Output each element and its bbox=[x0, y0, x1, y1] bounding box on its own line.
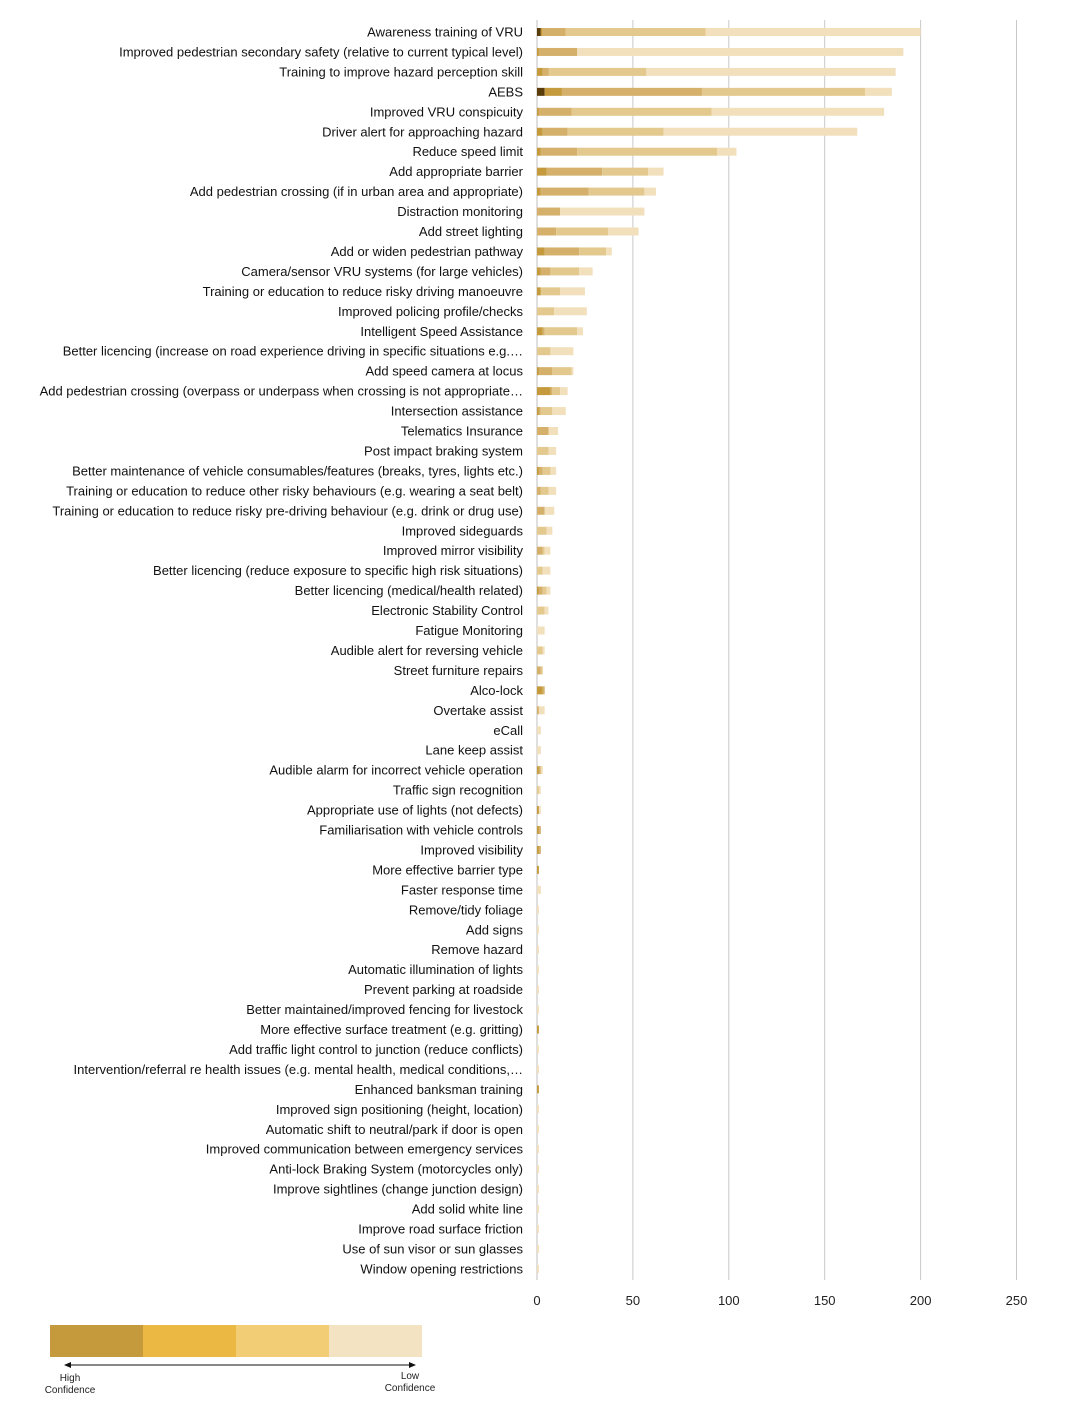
bar-segment bbox=[543, 467, 551, 475]
category-label: Post impact braking system bbox=[364, 443, 523, 459]
bar-segment bbox=[554, 307, 587, 315]
bar-segment bbox=[537, 686, 543, 694]
bar-segment bbox=[547, 527, 553, 535]
category-label: Add traffic light control to junction (reduce conflicts) bbox=[229, 1041, 523, 1057]
category-label: Alco-lock bbox=[470, 682, 523, 698]
bar-segment bbox=[537, 1245, 539, 1253]
bar-segment bbox=[648, 168, 663, 176]
category-label: Improved mirror visibility bbox=[382, 543, 523, 559]
bar-segment bbox=[644, 188, 656, 196]
bar-segment bbox=[550, 467, 556, 475]
bar-segment bbox=[537, 347, 550, 355]
bar-segment bbox=[562, 88, 702, 96]
category-label: Overtake assist bbox=[433, 702, 523, 718]
bar-segment bbox=[539, 367, 552, 375]
bar-segment bbox=[552, 387, 560, 395]
bar-segment bbox=[539, 108, 572, 116]
category-label: Window opening restrictions bbox=[360, 1261, 523, 1277]
bar-segment bbox=[549, 68, 647, 76]
bar-segment bbox=[541, 267, 551, 275]
bar-segment bbox=[537, 168, 547, 176]
bar-segment bbox=[539, 846, 541, 854]
bar-segment bbox=[543, 567, 551, 575]
bar-segment bbox=[537, 307, 554, 315]
bar-segment bbox=[537, 607, 545, 615]
x-tick-label: 150 bbox=[813, 1293, 836, 1308]
bar-segment bbox=[539, 806, 541, 814]
bar-segment bbox=[537, 367, 539, 375]
bar-segment bbox=[541, 666, 543, 674]
bar-segment bbox=[545, 547, 551, 555]
bar-segment bbox=[545, 88, 562, 96]
bar-segment bbox=[537, 746, 541, 754]
bar-segment bbox=[537, 866, 539, 874]
bar-segment bbox=[537, 1185, 539, 1193]
category-label: Intelligent Speed Assistance bbox=[360, 323, 523, 339]
bar-segment bbox=[560, 387, 568, 395]
category-labels bbox=[40, 25, 524, 1277]
bar-segment bbox=[549, 427, 559, 435]
bar-segment bbox=[606, 247, 612, 255]
bar-segment bbox=[579, 247, 606, 255]
category-label: Better licencing (increase on road experience driving in specific situations e.g.… bbox=[62, 343, 523, 359]
bar-segment bbox=[537, 966, 539, 974]
category-label: Camera/sensor VRU systems (for large vehicles) bbox=[241, 263, 523, 279]
bar-segment bbox=[556, 228, 608, 236]
bar-segment bbox=[537, 706, 539, 714]
bar-segment bbox=[537, 208, 560, 216]
bar-segment bbox=[560, 208, 644, 216]
category-label: Add appropriate barrier bbox=[389, 164, 523, 180]
bar-segment bbox=[537, 1026, 539, 1034]
bar-segment bbox=[537, 387, 550, 395]
bar-segment bbox=[545, 507, 555, 515]
x-tick-labels bbox=[533, 1293, 1027, 1308]
category-label: Improved communication between emergency services bbox=[205, 1141, 523, 1157]
bar-segment bbox=[545, 247, 580, 255]
bar-segment bbox=[566, 28, 706, 36]
bar-segment bbox=[549, 447, 557, 455]
category-label: Lane keep assist bbox=[425, 742, 523, 758]
category-label: Improved pedestrian secondary safety (relative to current typical level) bbox=[119, 44, 523, 60]
bar-segment bbox=[537, 1225, 539, 1233]
bar-segment bbox=[537, 1065, 539, 1073]
bar-segment bbox=[537, 906, 539, 914]
bar-segment bbox=[539, 706, 545, 714]
bar-segment bbox=[560, 287, 585, 295]
bar-segment bbox=[537, 1105, 539, 1113]
bar-segment bbox=[543, 587, 547, 595]
bar-segment bbox=[537, 1085, 539, 1093]
bar-segment bbox=[537, 646, 543, 654]
bar-segment bbox=[550, 267, 579, 275]
bar-segment bbox=[537, 447, 549, 455]
bar-segment bbox=[537, 1265, 539, 1273]
bar-segment bbox=[537, 327, 543, 335]
bar-segment bbox=[543, 68, 549, 76]
bar-segment bbox=[539, 407, 541, 415]
bar-segment bbox=[537, 28, 541, 36]
bar-segment bbox=[537, 846, 539, 854]
category-label: Telematics Insurance bbox=[400, 423, 523, 439]
category-label: Improved sign positioning (height, location) bbox=[275, 1101, 523, 1117]
legend-low-label: Low Confidence bbox=[384, 1371, 436, 1394]
bar-segment bbox=[539, 48, 577, 56]
bar-segment bbox=[539, 587, 543, 595]
bar-segment bbox=[537, 148, 541, 156]
bar-segment bbox=[537, 926, 539, 934]
bar-segment bbox=[539, 786, 541, 794]
bar-segment bbox=[579, 267, 592, 275]
category-label: Training or education to reduce other risky behaviours (e.g. wearing a seat belt) bbox=[66, 483, 523, 499]
bar-segment bbox=[577, 148, 717, 156]
bar-segment bbox=[543, 327, 545, 335]
category-label: Improved visibility bbox=[420, 842, 523, 858]
bar-segment bbox=[545, 607, 549, 615]
bar-segment bbox=[537, 487, 541, 495]
bar-segment bbox=[865, 88, 892, 96]
x-tick-label: 250 bbox=[1005, 1293, 1028, 1308]
bar-segment bbox=[537, 48, 539, 56]
legend-swatch-2 bbox=[143, 1325, 236, 1357]
bar-segment bbox=[537, 407, 539, 415]
bar-segment bbox=[537, 267, 541, 275]
bar-segment bbox=[543, 646, 545, 654]
bar-segment bbox=[568, 128, 664, 136]
bar-segment bbox=[549, 487, 557, 495]
bar-segment bbox=[537, 128, 543, 136]
bar-segment bbox=[664, 128, 858, 136]
category-label: Better licencing (reduce exposure to specific high risk situations) bbox=[153, 563, 523, 579]
bar-segment bbox=[537, 886, 541, 894]
legend-swatch-1 bbox=[50, 1325, 143, 1357]
bar-segment bbox=[541, 287, 560, 295]
bar-segment bbox=[541, 28, 543, 36]
category-label: eCall bbox=[493, 722, 523, 738]
category-label: Training or education to reduce risky pre-driving behaviour (e.g. drink or drug use) bbox=[52, 503, 523, 519]
bar-segment bbox=[608, 228, 639, 236]
bar-segment bbox=[706, 28, 921, 36]
bar-segment bbox=[712, 108, 885, 116]
category-label: Traffic sign recognition bbox=[392, 782, 523, 798]
category-label: Driver alert for approaching hazard bbox=[322, 124, 523, 140]
bar-segment bbox=[537, 287, 541, 295]
bar-segment bbox=[541, 148, 577, 156]
bar-segment bbox=[537, 68, 543, 76]
category-label: Audible alarm for incorrect vehicle operation bbox=[269, 762, 523, 778]
bar-segment bbox=[717, 148, 736, 156]
bar-segment bbox=[537, 1145, 539, 1153]
category-label: Anti-lock Braking System (motorcycles only) bbox=[269, 1161, 523, 1177]
bar-segment bbox=[537, 507, 545, 515]
bar-segment bbox=[537, 826, 539, 834]
legend-arrow-icon bbox=[64, 1361, 416, 1369]
category-label: Add solid white line bbox=[411, 1201, 523, 1217]
bar-segment bbox=[577, 327, 583, 335]
bar-segment bbox=[537, 467, 539, 475]
category-label: Improve sightlines (change junction design) bbox=[272, 1181, 523, 1197]
bar-segment bbox=[537, 946, 539, 954]
bar-segment bbox=[543, 28, 566, 36]
category-label: Better maintained/improved fencing for livestock bbox=[246, 1002, 523, 1018]
legend-high-label: High Confidence bbox=[44, 1373, 96, 1396]
bar-segment bbox=[646, 68, 895, 76]
bar-segment bbox=[537, 567, 543, 575]
bar-segment bbox=[602, 168, 648, 176]
bar-segment bbox=[537, 766, 539, 774]
category-label: More effective barrier type bbox=[372, 862, 523, 878]
category-label: Training to improve hazard perception skill bbox=[279, 64, 523, 80]
category-label: Street furniture repairs bbox=[393, 662, 523, 678]
bar-segment bbox=[577, 48, 903, 56]
category-label: Intersection assistance bbox=[390, 403, 523, 419]
bar-segment bbox=[547, 168, 603, 176]
legend-swatch-3 bbox=[236, 1325, 329, 1357]
category-label: Remove hazard bbox=[431, 942, 523, 958]
bar-segment bbox=[550, 347, 573, 355]
bar-segment bbox=[537, 1045, 539, 1053]
bar-segment bbox=[537, 587, 539, 595]
category-label: Automatic illumination of lights bbox=[348, 962, 523, 978]
category-label: Appropriate use of lights (not defects) bbox=[306, 802, 523, 818]
category-label: Add speed camera at locus bbox=[365, 363, 523, 379]
category-label: Add street lighting bbox=[418, 224, 523, 239]
category-label: Electronic Stability Control bbox=[371, 603, 523, 619]
bar-segment bbox=[539, 826, 541, 834]
category-label: Audible alert for reversing vehicle bbox=[330, 642, 523, 658]
bar-segment bbox=[537, 1165, 539, 1173]
bar-segment bbox=[552, 367, 571, 375]
bar-segment bbox=[543, 686, 545, 694]
category-label: Fatigue Monitoring bbox=[415, 623, 523, 638]
x-tick-label: 50 bbox=[625, 1293, 641, 1308]
category-label: Faster response time bbox=[400, 882, 523, 898]
category-label: Reduce speed limit bbox=[412, 144, 523, 160]
bar-segment bbox=[545, 327, 578, 335]
category-label: Prevent parking at roadside bbox=[364, 982, 523, 998]
x-tick-label: 0 bbox=[533, 1293, 541, 1308]
bar-segment bbox=[539, 766, 541, 774]
bar-segment bbox=[537, 986, 539, 994]
category-label: Improved sideguards bbox=[401, 523, 523, 539]
bar-segment bbox=[537, 527, 547, 535]
category-label: Better licencing (medical/health related) bbox=[294, 583, 523, 599]
bar-segment bbox=[537, 547, 543, 555]
category-label: Enhanced banksman training bbox=[354, 1081, 523, 1097]
bar-segment bbox=[537, 427, 549, 435]
category-label: Use of sun visor or sun glasses bbox=[342, 1241, 523, 1257]
legend-swatch-4 bbox=[329, 1325, 422, 1357]
bar-segment bbox=[589, 188, 645, 196]
bar-segment bbox=[572, 108, 712, 116]
bar-segment bbox=[537, 247, 545, 255]
bar-segment bbox=[702, 88, 865, 96]
bar-segment bbox=[537, 726, 541, 734]
bar-segment bbox=[552, 407, 565, 415]
bar-segment bbox=[537, 1006, 539, 1014]
category-label: Intervention/referral re health issues (e.g. mental health, medical conditions,… bbox=[73, 1061, 523, 1077]
bar-segment bbox=[537, 88, 545, 96]
bar-segment bbox=[539, 467, 543, 475]
category-label: Awareness training of VRU bbox=[367, 24, 523, 40]
bar-segment bbox=[547, 587, 551, 595]
bar-segment bbox=[537, 1205, 539, 1213]
category-label: Remove/tidy foliage bbox=[408, 902, 523, 918]
category-label: Add signs bbox=[465, 922, 523, 938]
bar-segment bbox=[541, 766, 543, 774]
bar-segment bbox=[541, 407, 553, 415]
x-tick-label: 100 bbox=[717, 1293, 740, 1308]
bar-segment bbox=[541, 487, 549, 495]
bar-segment bbox=[537, 1125, 539, 1133]
bar-segment bbox=[572, 367, 574, 375]
bar-segment bbox=[543, 547, 545, 555]
category-label: Familiarisation with vehicle controls bbox=[319, 822, 523, 838]
category-label: Distraction monitoring bbox=[397, 204, 523, 220]
bar-segment bbox=[550, 387, 552, 395]
bar-segment bbox=[543, 128, 568, 136]
category-label: Add or widen pedestrian pathway bbox=[330, 243, 523, 259]
category-label: More effective surface treatment (e.g. gritting) bbox=[260, 1022, 523, 1037]
x-tick-label: 200 bbox=[909, 1293, 932, 1308]
category-label: Better maintenance of vehicle consumables/features (breaks, tyres, lights etc.) bbox=[72, 463, 523, 479]
category-label: Improved VRU conspicuity bbox=[369, 104, 523, 120]
category-label: Training or education to reduce risky driving manoeuvre bbox=[202, 283, 523, 299]
bar-segment bbox=[537, 806, 539, 814]
bar-segment bbox=[537, 108, 539, 116]
bar-segment bbox=[537, 188, 541, 196]
category-label: Add pedestrian crossing (overpass or underpass when crossing is not appropriate… bbox=[39, 383, 523, 399]
category-label: AEBS bbox=[488, 84, 523, 100]
bar-segment bbox=[537, 228, 556, 236]
bar-segment bbox=[541, 188, 589, 196]
category-label: Automatic shift to neutral/park if door is open bbox=[265, 1121, 523, 1137]
category-label: Improve road surface friction bbox=[358, 1221, 523, 1237]
legend bbox=[44, 1325, 440, 1405]
bar-segment bbox=[537, 666, 541, 674]
bar-segment bbox=[537, 786, 539, 794]
category-label: Improved policing profile/checks bbox=[338, 303, 523, 319]
category-label: Add pedestrian crossing (if in urban area and appropriate) bbox=[189, 184, 523, 200]
bar-segment bbox=[537, 627, 545, 635]
